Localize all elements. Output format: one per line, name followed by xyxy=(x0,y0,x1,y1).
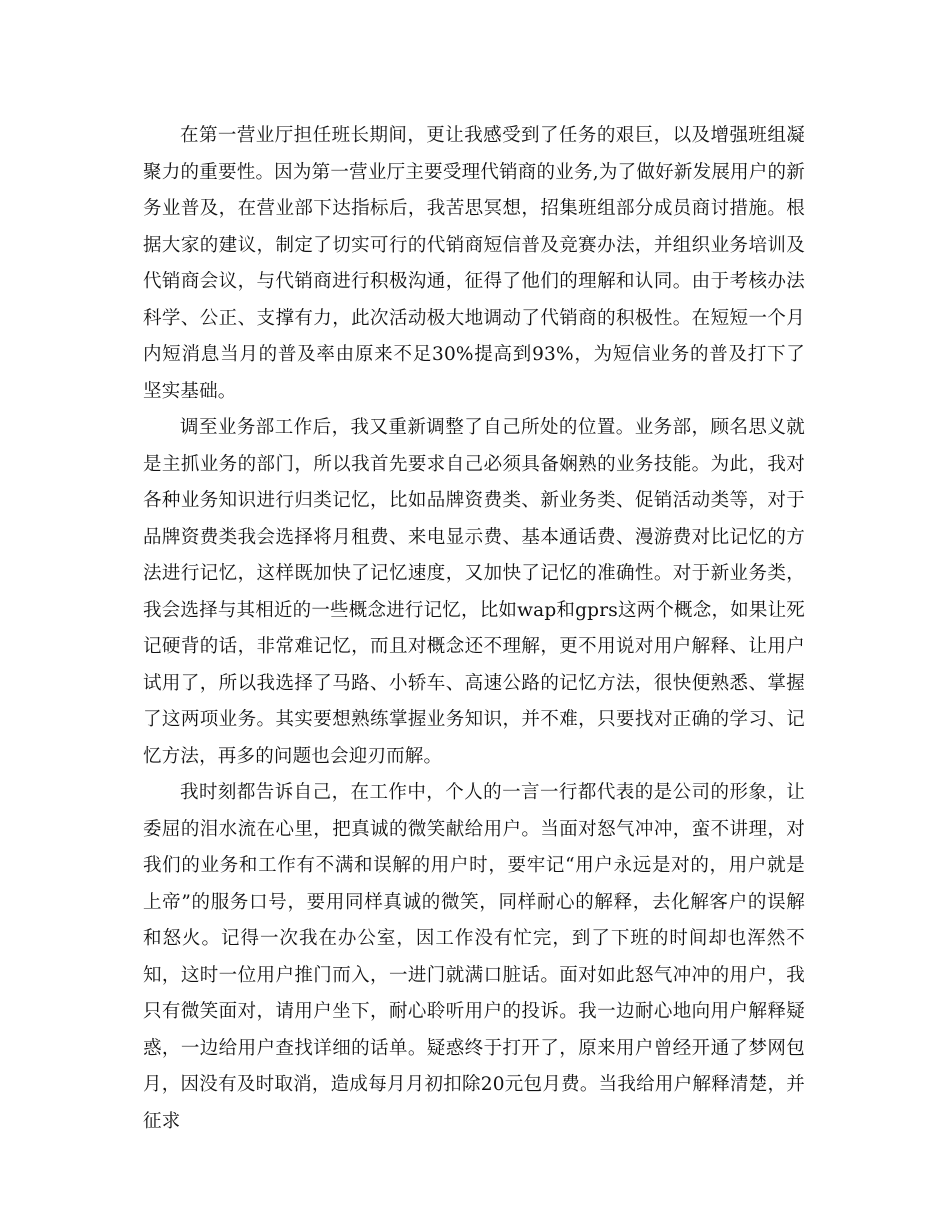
document-body xyxy=(143,118,805,1140)
paragraph-2: 调至业务部工作后，我又重新调整了自己所处的位置。业务部，顾名思义就是主抓业务的部门，所以我首先要求自己必须具备娴熟的业务技能。为此，我对各种业务知识进行归类记忆，比如品牌资费类、新业务类、促销活动类等，对于品牌资费类我会选择将月租费、来电显示费、基本通话费、漫游费对比记忆的方法进行记忆，这样既加快了记忆速度，又加快了记忆的准确性。对于新业务类，我会选择与其相近的一些概念进行记忆，比如wap和gprs这两个概念，如果让死记硬背的话，非常难记忆，而且对概念还不理解，更不用说对用户解释、让用户试用了，所以我选择了马路、小轿车、高速公路的记忆方法，很快便熟悉、掌握了这两项业务。其实要想熟练掌握业务知识，并不难，只要找对正确的学习、记忆方法，再多的问题也会迎刃而解。 xyxy=(143,417,805,767)
paragraph-3: 我时刻都告诉自己，在工作中，个人的一言一行都代表的是公司的形象，让委屈的泪水流在心里，把真诚的微笑献给用户。当面对怒气冲冲，蛮不讲理，对我们的业务和工作有不满和误解的用户时，要牢记“用户永远是对的，用户就是上帝”的服务口号，要用同样真诚的微笑，同样耐心的解释，去化解客户的误解和怒火。记得一次我在办公室，因工作没有忙完，到了下班的时间却也浑然不知，这时一位用户推门而入，一进门就满口脏话。面对如此怒气冲冲的用户，我只有微笑面对，请用户坐下，耐心聆听用户的投诉。我一边耐心地向用户解释疑惑，一边给用户查找详细的话单。疑惑终于打开了，原来用户曾经开通了梦网包月，因没有及时取消，造成每月月初扣除20元包月费。当我给用户解释清楚，并征求 xyxy=(143,782,805,1132)
paragraph-1: 在第一营业厅担任班长期间，更让我感受到了任务的艰巨，以及增强班组凝聚力的重要性。因为第一营业厅主要受理代销商的业务,为了做好新发展用户的新务业普及，在营业部下达指标后，我苦思冥想，招集班组部分成员商讨措施。根据大家的建议，制定了切实可行的代销商短信普及竞赛办法，并组织业务培训及代销商会议，与代销商进行积极沟通，征得了他们的理解和认同。由于考核办法科学、公正、支撑有力，此次活动极大地调动了代销商的积极性。在短短一个月内短消息当月的普及率由原来不足30%提高到93%，为短信业务的普及打下了坚实基础。 xyxy=(143,125,805,402)
